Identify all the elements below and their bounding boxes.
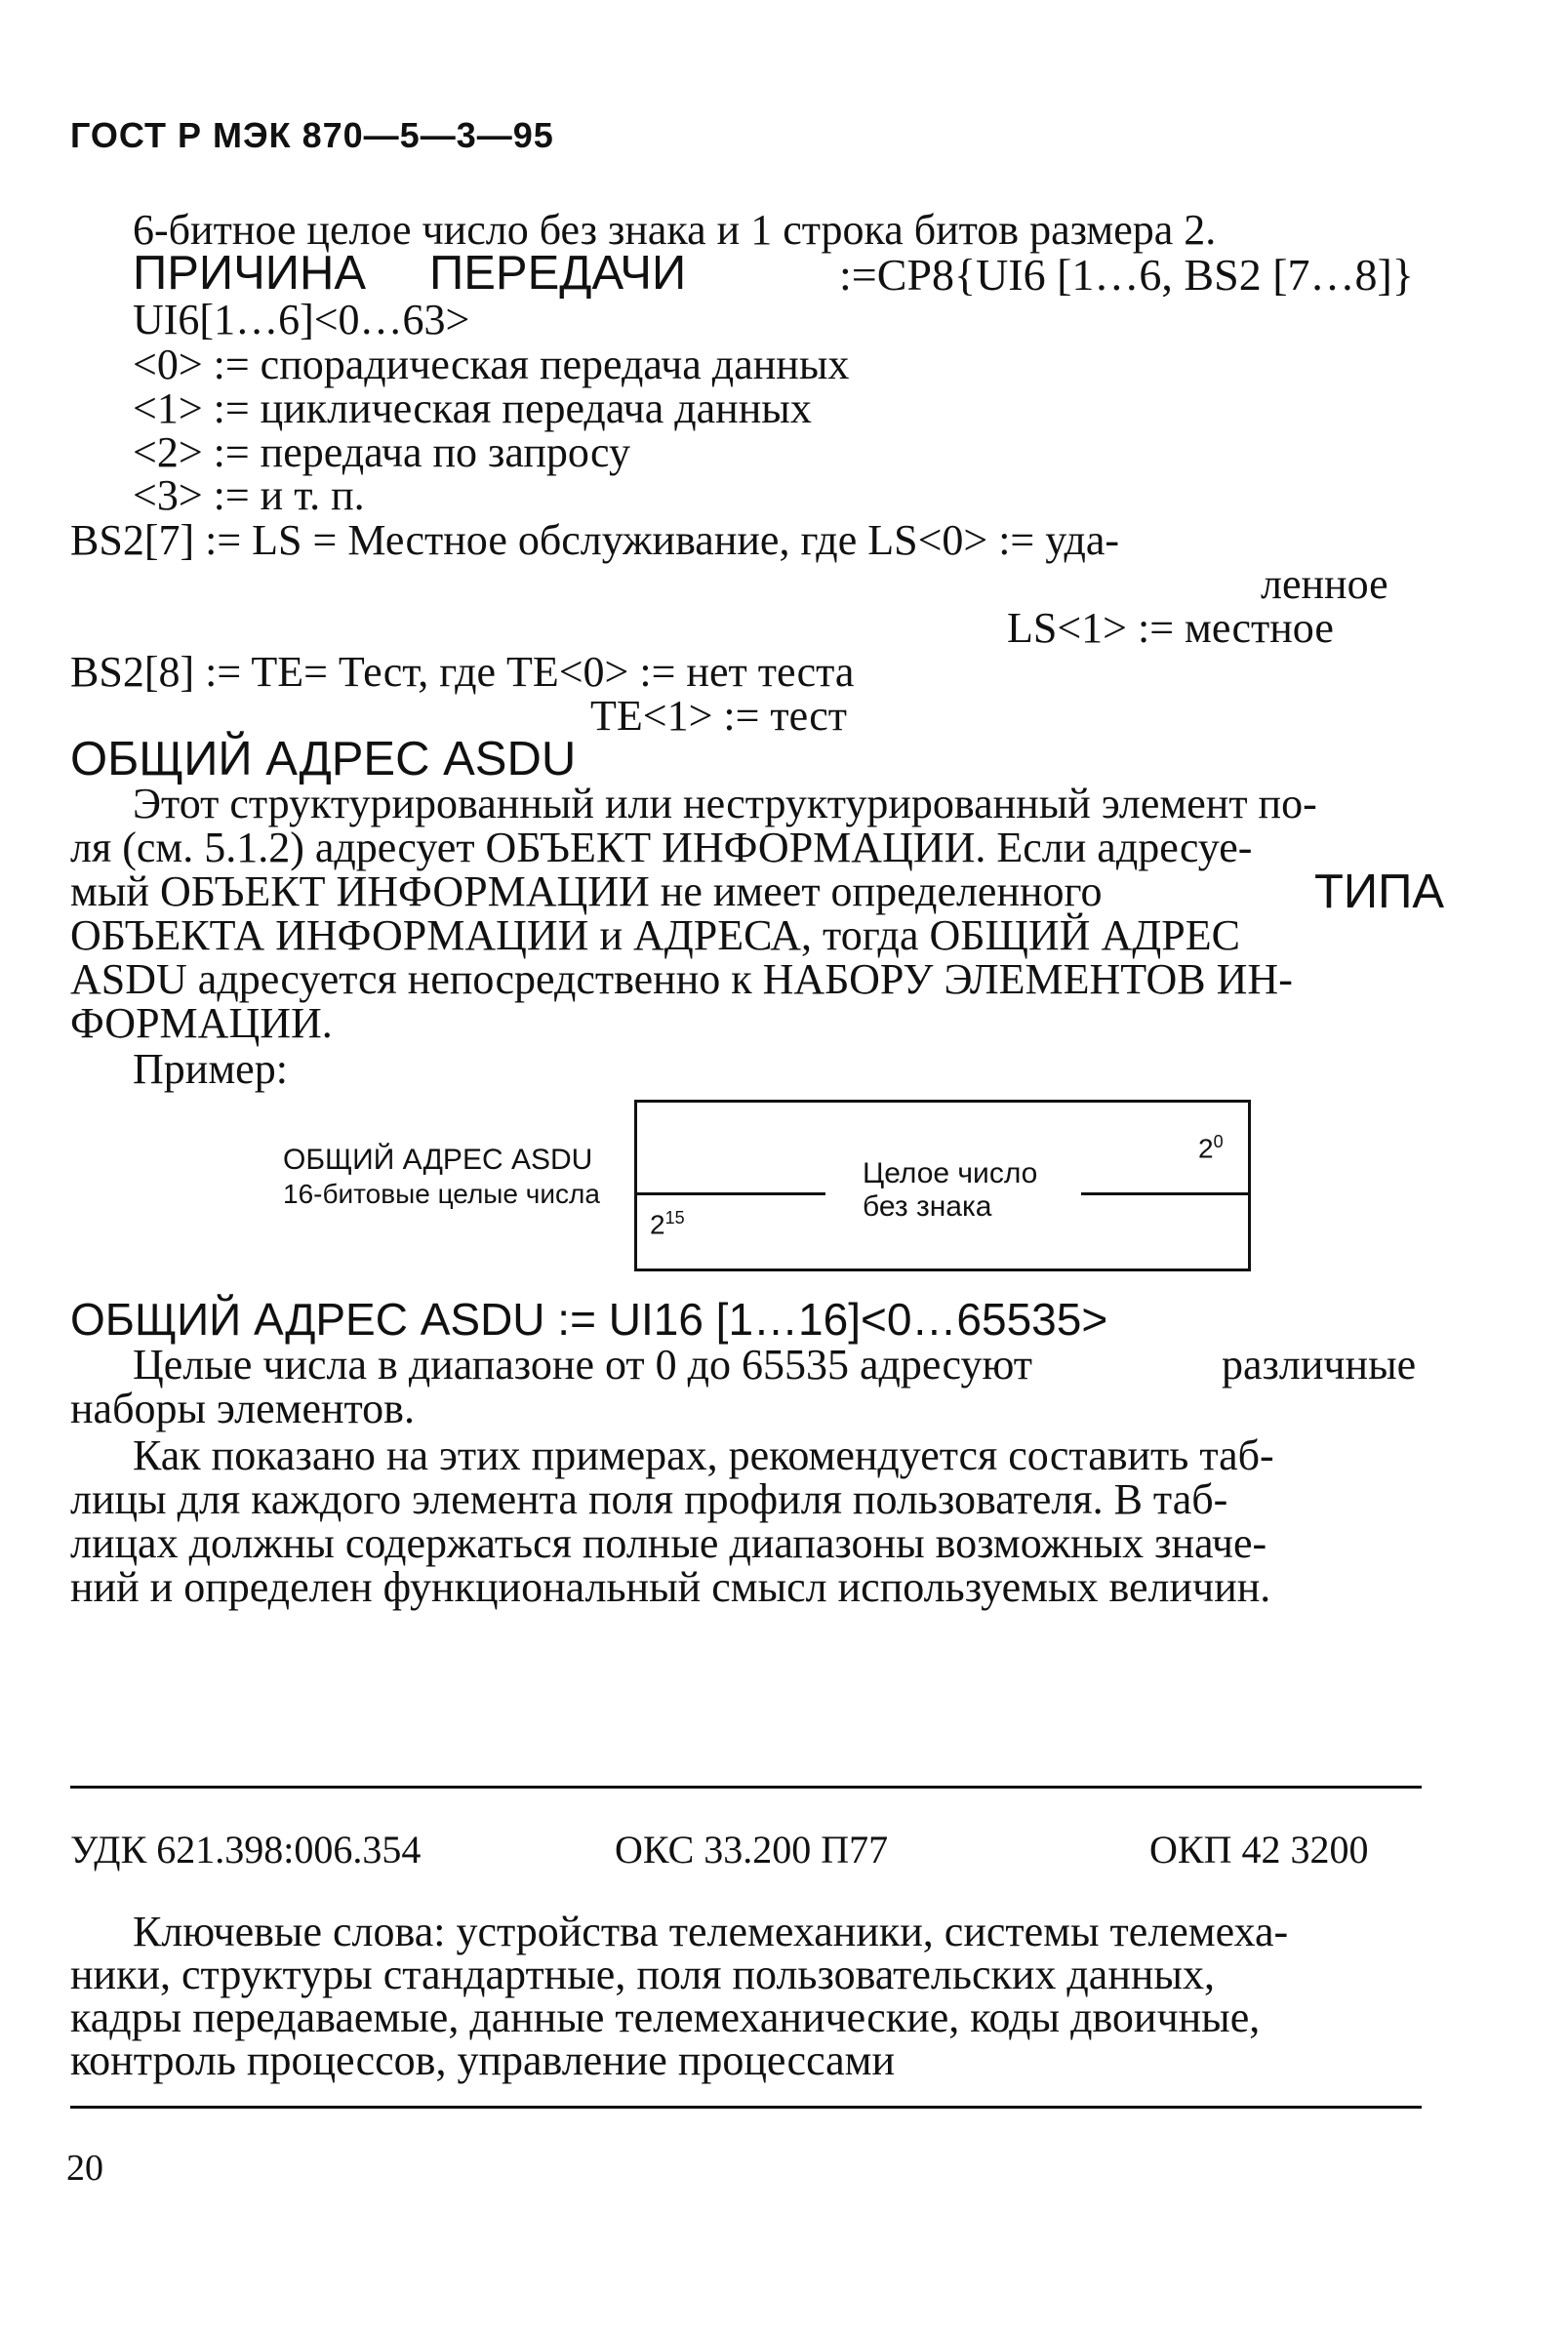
diagram-divider-right (1081, 1192, 1251, 1195)
diagram-tick (634, 1181, 637, 1204)
paragraph-line: Как показано на этих примерах, рекомендуется составить таб- (133, 1431, 1274, 1479)
text-line: :=CP8{UI6 [1…6, BS2 [7…8]} (839, 250, 1414, 300)
paragraph-line: ASDU адресуется непосредственно к НАБОРУ ЭЛЕМЕНТОВ ИН- (70, 955, 1293, 1003)
footer-rule-top (70, 1786, 1422, 1789)
text-line: ПРИЧИНА (133, 247, 367, 300)
diagram-label-title: ОБЩИЙ АДРЕС ASDU (283, 1144, 593, 1176)
keywords-line: контроль процессов, управление процессами (70, 2036, 896, 2084)
page-number: 20 (66, 2148, 103, 2189)
text-line: ленное (1261, 560, 1388, 608)
paragraph-line: Целые числа в диапазоне от 0 до 65535 адресуют (133, 1341, 1033, 1389)
diagram-divider-left (634, 1192, 825, 1195)
text-line: <2> := передача по запросу (133, 428, 630, 476)
msb-weight: $2^{15}$ (650, 1208, 685, 1240)
text-line: <1> := циклическая передача данных (133, 384, 812, 432)
section-heading: ОБЩИЙ АДРЕС ASDU (70, 733, 577, 785)
paragraph-line: различные (1222, 1341, 1417, 1389)
footer-rule-bottom (70, 2106, 1422, 2109)
keywords-line: Ключевые слова: устройства телемеханики, системы телемеха- (133, 1908, 1289, 1955)
text-line: ПЕРЕДАЧИ (429, 247, 687, 300)
paragraph-line: ОБЪЕКТА ИНФОРМАЦИИ и АДРЕСА, тогда ОБЩИЙ АДРЕС (70, 911, 1240, 959)
udk-code: УДК 621.398:006.354 (70, 1828, 422, 1872)
keywords-line: кадры передаваемые, данные телемеханические, коды двоичные, (70, 1993, 1261, 2041)
paragraph-line: лицах должны содержаться полные диапазоны возможных значе- (70, 1519, 1267, 1567)
paragraph-line: ФОРМАЦИИ. (70, 999, 333, 1047)
keywords-line: ники, структуры стандартные, поля пользовательских данных, (70, 1951, 1215, 1998)
lsb-weight: $2^0$ (1198, 1132, 1224, 1164)
text-line: UI6[1…6]<0…63> (133, 296, 470, 343)
oks-code: ОКС 33.200 П77 (615, 1828, 889, 1872)
text-line: TE<1> := тест (590, 692, 848, 740)
okp-code: ОКП 42 3200 (1149, 1828, 1369, 1872)
paragraph-line: мый ОБЪЕКТ ИНФОРМАЦИИ не имеет определенного (70, 867, 1103, 915)
paragraph-line: Этот структурированный или неструктурированный элемент по- (133, 780, 1317, 827)
diagram-label-subtitle: 16-битовые целые числа (283, 1179, 600, 1209)
running-header: ГОСТ Р МЭК 870—5—3—95 (70, 115, 554, 155)
paragraph-line: ля (см. 5.1.2) адресует ОБЪЕКТ ИНФОРМАЦИИ. Если адресуе- (70, 824, 1253, 871)
diagram-center-line1: Целое число (863, 1157, 1038, 1189)
text-line: BS2[8] := TE= Тест, где TE<0> := нет теста (70, 648, 855, 696)
paragraph-line: лицы для каждого элемента поля профиля пользователя. В таб- (70, 1475, 1228, 1523)
diagram-center-line2: без знака (863, 1190, 992, 1223)
text-line: <0> := спорадическая передача данных (133, 341, 850, 388)
text-line: LS<1> := местное (1007, 604, 1334, 652)
example-label: Пример: (133, 1045, 288, 1093)
paragraph-line: ний и определен функциональный смысл используемых величин. (70, 1563, 1271, 1611)
text-line: BS2[7] := LS = Местное обслуживание, где LS<0> := уда- (70, 516, 1120, 564)
text-line: <3> := и т. п. (133, 471, 365, 519)
text-line: 6-битное целое число без знака и 1 строка битов размера 2. (133, 206, 1217, 254)
definition-line: ОБЩИЙ АДРЕС ASDU := UI16 [1…16]<0…65535> (70, 1294, 1108, 1345)
paragraph-line: ТИПА (1314, 866, 1445, 918)
paragraph-line: наборы элементов. (70, 1385, 415, 1432)
